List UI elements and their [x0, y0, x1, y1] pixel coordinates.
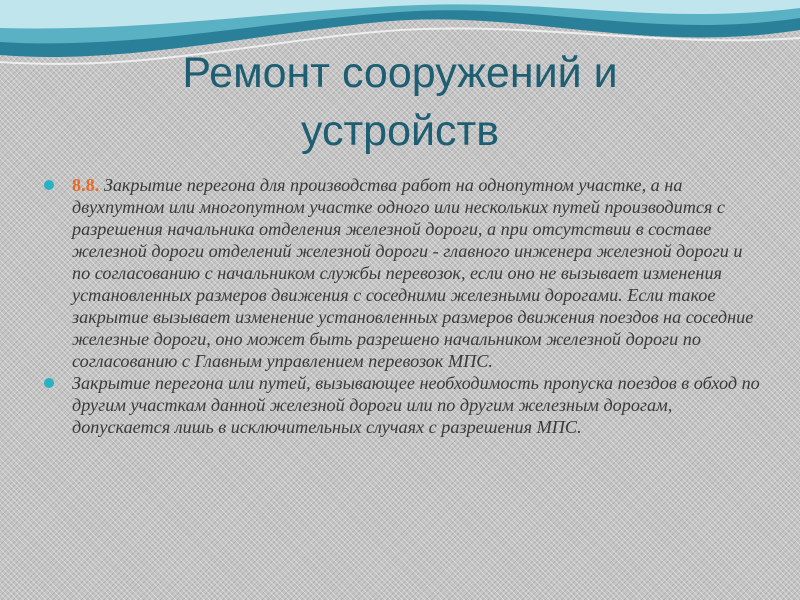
paragraph-2 [44, 372, 760, 438]
slide-body [44, 174, 760, 438]
bullet-icon [44, 378, 54, 388]
paragraph-1-text: Закрытие перегона для производства работ на однопутном участке, а на двухпутном или многопутном участке одного или нескольких путей производится с разрешения начальника отделения железной дороги, а при отсутствии в составе железной дороги отделений железной дороги - главного инженера железной дороги и по согласованию с начальником службы перевозок, если оно не вызывает изменения установленных размеров движения с соседними железными дорогами. Если такое закрытие вызывает изменение установленных размеров движения поездов на соседние железные дороги, оно может быть разрешено начальником железной дороги по согласованию с Главным управлением перевозок МПС. [72, 175, 754, 371]
slide-title [0, 44, 800, 160]
paragraph-2-text: Закрытие перегона или путей, вызывающее необходимость пропуска поездов в обход по другим участкам данной железной дороги или по другим железным дорогам, допускается лишь в исключительных случаях с разрешения МПС. [72, 373, 760, 437]
section-number: 8.8. [72, 175, 100, 195]
bullet-icon [44, 180, 54, 190]
slide-title-line1: Ремонт сооружений и [182, 49, 618, 97]
paragraph-1 [44, 174, 760, 372]
slide-title-line2: устройств [300, 107, 500, 155]
